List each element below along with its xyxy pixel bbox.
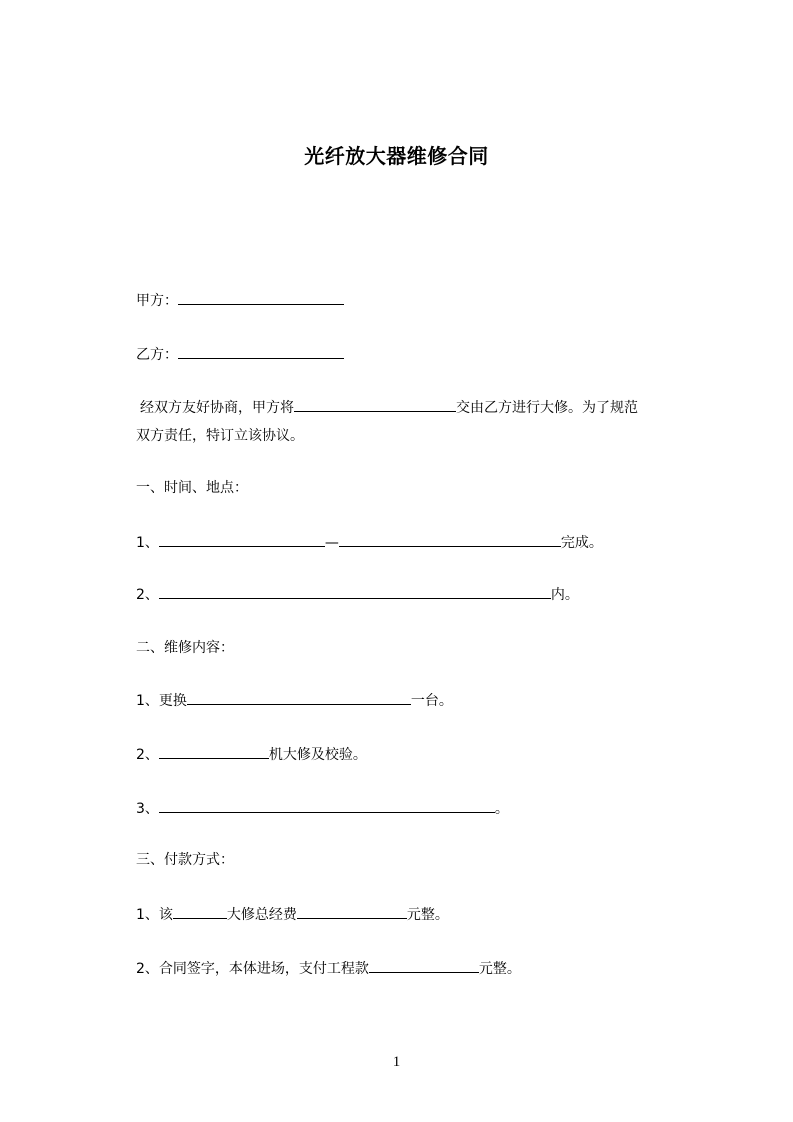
s2-item2-prefix: 2、 — [136, 747, 159, 763]
intro-text-1: 经双方友好协商，甲方将 — [140, 400, 294, 416]
s1-item2 — [136, 584, 579, 605]
s1-item2-suffix: 内。 — [550, 587, 579, 603]
s3-item1 — [136, 904, 449, 925]
s3-item1-suffix: 元整。 — [406, 907, 449, 923]
s1-item1-prefix: 1、 — [136, 535, 159, 551]
s2-item2 — [136, 744, 367, 765]
s1-item2-prefix: 2、 — [136, 587, 159, 603]
s3-item2-suffix: 元整。 — [478, 961, 521, 977]
s2-item1-suffix: 一台。 — [410, 693, 453, 709]
s2-item2-blank — [159, 744, 269, 759]
s1-item1-blank-start — [159, 532, 325, 547]
section2-heading: 二、维修内容： — [136, 640, 234, 656]
s3-item1-mid: 大修总经费 — [226, 907, 297, 923]
party-b-label: 乙方： — [136, 347, 178, 363]
s1-item1-blank-end — [339, 532, 561, 547]
s1-item1-dash: — — [324, 535, 339, 551]
s1-item1 — [136, 532, 603, 553]
party-a-blank — [178, 290, 344, 305]
s2-item3-suffix: 。 — [494, 801, 509, 817]
s1-item2-blank — [159, 584, 551, 599]
page-number: 1 — [392, 1054, 401, 1070]
intro-text-3: 双方责任，特订立该协议。 — [136, 428, 304, 444]
s3-item1-blank-amount — [297, 904, 407, 919]
section3-heading: 三、付款方式： — [136, 852, 234, 868]
party-a-line — [136, 290, 344, 311]
s1-item1-suffix: 完成。 — [560, 535, 603, 551]
s3-item2-prefix: 2、合同签字，本体进场，支付工程款 — [136, 961, 369, 977]
intro-text-2: 交由乙方进行大修。为了规范 — [456, 400, 638, 416]
party-b-line — [136, 344, 344, 365]
party-b-blank — [178, 344, 344, 359]
s2-item3 — [136, 798, 509, 819]
section1-heading: 一、时间、地点： — [136, 480, 248, 496]
s2-item1-blank — [187, 690, 411, 705]
s2-item1 — [136, 690, 453, 711]
s2-item2-suffix: 机大修及校验。 — [268, 747, 367, 763]
s2-item3-blank — [159, 798, 495, 813]
intro-blank — [294, 397, 456, 412]
s3-item1-prefix: 1、该 — [136, 907, 173, 923]
intro-paragraph — [136, 394, 696, 450]
s3-item2-blank — [369, 958, 479, 973]
party-a-label: 甲方： — [136, 293, 178, 309]
s3-item2 — [136, 958, 521, 979]
s2-item3-prefix: 3、 — [136, 801, 159, 817]
s3-item1-blank-model — [173, 904, 227, 919]
document-title: 光纤放大器维修合同 — [304, 144, 489, 168]
s2-item1-prefix: 1、更换 — [136, 693, 187, 709]
